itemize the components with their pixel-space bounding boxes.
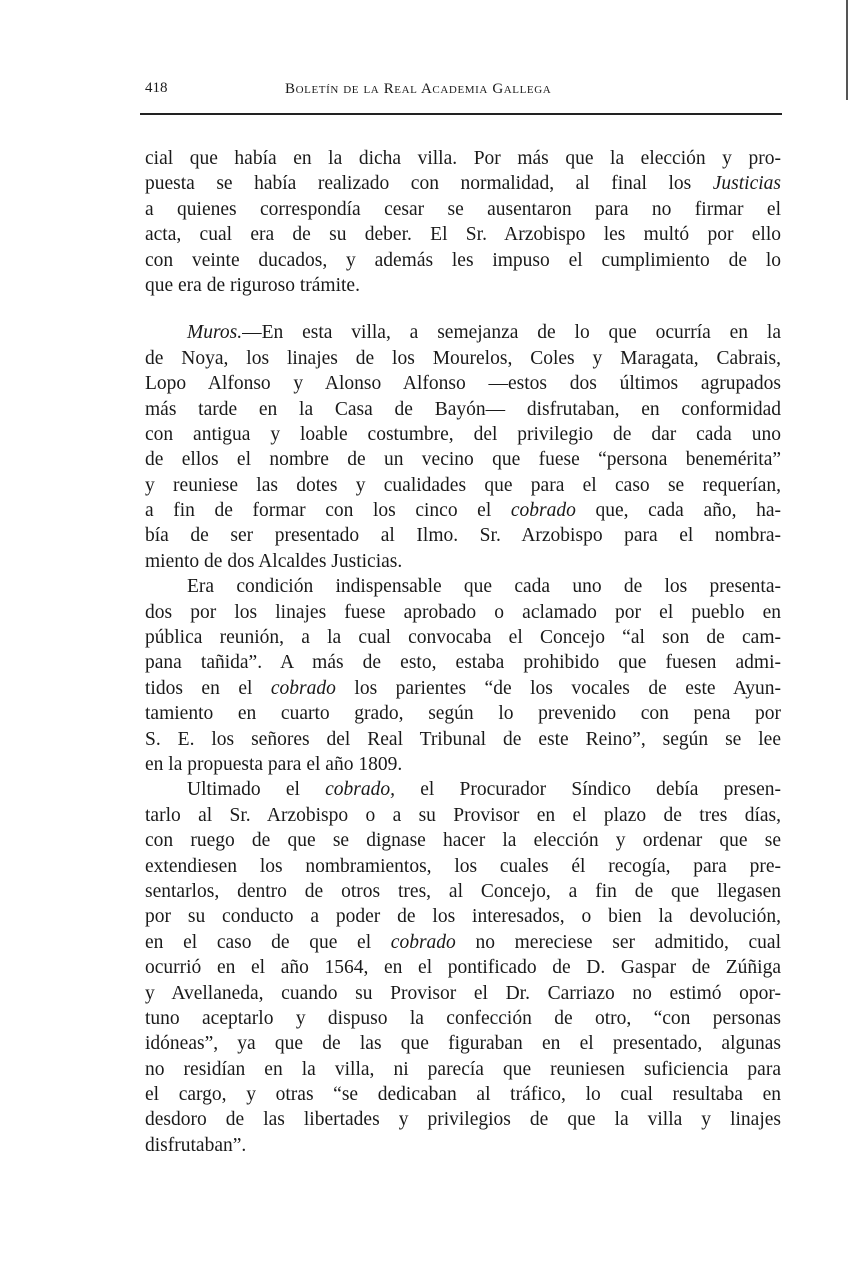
text-run: pana tañida”. A más de esto, estaba prohibido que fuesen admi- bbox=[145, 652, 781, 674]
running-header bbox=[145, 80, 780, 104]
text-run: que, cada año, ha- bbox=[575, 500, 781, 522]
text-line bbox=[145, 273, 781, 298]
text-run: pública reunión, a la cual convocaba el Concejo “al son de cam- bbox=[145, 627, 781, 649]
running-title: Boletín de la Real Academia Gallega bbox=[285, 81, 552, 97]
text-run: S. E. los señores del Real Tribunal de este Reino”, según se lee bbox=[145, 728, 781, 750]
text-line bbox=[145, 248, 781, 273]
text-run: y reuniese las dotes y cualidades que para el caso se requerían, bbox=[145, 474, 781, 496]
text-line bbox=[145, 1006, 781, 1031]
text-run: tidos en el bbox=[145, 677, 271, 699]
text-run: Ultimado el bbox=[187, 779, 326, 801]
text-run: el Procurador Síndico debía presen- bbox=[395, 779, 781, 801]
text-line bbox=[145, 1107, 781, 1132]
text-run: con veinte ducados, y además les impuso el cumplimiento de lo bbox=[145, 249, 781, 271]
text-line bbox=[145, 498, 781, 523]
text-run: tarlo al Sr. Arzobispo o a su Provisor en el plazo de tres días, bbox=[145, 804, 781, 826]
text-line bbox=[145, 955, 781, 980]
italic-term: cobrado bbox=[510, 500, 576, 522]
text-run: —En esta villa, a semejanza de lo que ocurría en la bbox=[242, 322, 781, 344]
text-line bbox=[145, 397, 781, 422]
text-line bbox=[145, 879, 781, 904]
text-run: tamiento en cuarto grado, según lo prevenido con pena por bbox=[145, 703, 781, 725]
italic-term: cobrado bbox=[270, 677, 336, 699]
text-line bbox=[145, 447, 781, 472]
text-run: Lopo Alfonso y Alonso Alfonso —estos dos últimos agrupados bbox=[145, 373, 781, 395]
text-line bbox=[145, 523, 781, 548]
text-line bbox=[145, 701, 781, 726]
text-run: dos por los linajes fuese aprobado o aclamado por el pueblo en bbox=[145, 601, 781, 623]
header-rule bbox=[140, 113, 782, 115]
text-line bbox=[145, 600, 781, 625]
text-line bbox=[145, 371, 781, 396]
text-run: a fin de formar con los cinco el bbox=[145, 500, 511, 522]
text-line bbox=[145, 1057, 781, 1082]
text-line bbox=[145, 752, 781, 777]
paragraph bbox=[145, 146, 781, 298]
text-run: que era de riguroso trámite. bbox=[145, 274, 360, 296]
italic-term: Justicias bbox=[712, 173, 781, 195]
text-line bbox=[145, 1133, 781, 1158]
text-run: el cargo, y otras “se dedicaban al tráfico, lo cual resultaba en bbox=[145, 1084, 781, 1106]
text-run: y Avellaneda, cuando su Provisor el Dr. Carriazo no estimó opor- bbox=[145, 982, 781, 1004]
text-line bbox=[145, 854, 781, 879]
text-line bbox=[145, 473, 781, 498]
paragraph bbox=[145, 777, 781, 1158]
text-run: tuno aceptarlo y dispuso la confección de otro, “con personas bbox=[145, 1007, 781, 1029]
page-edge-line bbox=[846, 0, 848, 100]
text-line bbox=[145, 549, 781, 574]
paragraph bbox=[145, 320, 781, 574]
text-run: en el caso de que el bbox=[145, 931, 391, 953]
text-line bbox=[145, 777, 781, 802]
text-run: acta, cual era de su deber. El Sr. Arzobispo les multó por ello bbox=[145, 224, 781, 246]
text-run: no residían en la villa, ni parecía que reuniesen suficiencia para bbox=[145, 1058, 781, 1080]
text-line bbox=[145, 981, 781, 1006]
page-number: 418 bbox=[145, 80, 168, 96]
text-run: ocurrió en el año 1564, en el pontificado de D. Gaspar de Zúñiga bbox=[145, 957, 781, 979]
text-line bbox=[145, 171, 781, 196]
italic-term: Muros. bbox=[187, 322, 243, 344]
text-run: en la propuesta para el año 1809. bbox=[145, 753, 403, 775]
text-line bbox=[145, 828, 781, 853]
text-run: bía de ser presentado al Ilmo. Sr. Arzobispo para el nombra- bbox=[145, 525, 781, 547]
text-line bbox=[145, 930, 781, 955]
text-line bbox=[145, 1031, 781, 1056]
text-run: cial que había en la dicha villa. Por más que la elección y pro- bbox=[145, 148, 781, 169]
text-run: los parientes “de los vocales de este Ayun- bbox=[335, 677, 782, 699]
text-run: más tarde en la Casa de Bayón— disfrutaban, en conformidad bbox=[145, 398, 781, 420]
text-line bbox=[145, 320, 781, 345]
text-line bbox=[145, 803, 781, 828]
text-run: desdoro de las libertades y privilegios de que la villa y linajes bbox=[145, 1109, 781, 1131]
text-line bbox=[145, 422, 781, 447]
text-run: extendiesen los nombramientos, los cuales él recogía, para pre- bbox=[145, 855, 781, 877]
text-run: no mereciese ser admitido, cual bbox=[455, 931, 782, 953]
text-run: de Noya, los linajes de los Mourelos, Coles y Maragata, Cabrais, bbox=[145, 347, 781, 369]
text-run: Era condición indispensable que cada uno de los presenta- bbox=[187, 576, 781, 598]
text-run: con ruego de que se dignase hacer la elección y ordenar que se bbox=[145, 830, 781, 852]
text-line bbox=[145, 625, 781, 650]
text-line bbox=[145, 222, 781, 247]
text-line bbox=[145, 904, 781, 929]
text-line bbox=[145, 727, 781, 752]
text-run: a quienes correspondía cesar se ausentaron para no firmar el bbox=[145, 198, 781, 220]
text-line bbox=[145, 676, 781, 701]
italic-term: cobrado bbox=[390, 931, 456, 953]
text-run: puesta se había realizado con normalidad, al final los bbox=[145, 173, 713, 195]
body-text bbox=[145, 146, 781, 1158]
text-run: con antigua y loable costumbre, del privilegio de dar cada uno bbox=[145, 423, 781, 445]
text-line bbox=[145, 650, 781, 675]
text-run: sentarlos, dentro de otros tres, al Concejo, a fin de que llegasen bbox=[145, 880, 781, 902]
text-line bbox=[145, 146, 781, 171]
text-line bbox=[145, 574, 781, 599]
paragraph bbox=[145, 574, 781, 777]
text-line bbox=[145, 197, 781, 222]
text-run: miento de dos Alcaldes Justicias. bbox=[145, 550, 403, 572]
italic-term: cobrado, bbox=[325, 779, 396, 801]
text-run: por su conducto a poder de los interesados, o bien la devolución, bbox=[145, 906, 781, 928]
text-run: idóneas”, ya que de las que figuraban en el presentado, algunas bbox=[145, 1033, 781, 1055]
text-run: disfrutaban”. bbox=[145, 1134, 247, 1156]
text-line bbox=[145, 1082, 781, 1107]
text-run: de ellos el nombre de un vecino que fuese “persona benemérita” bbox=[145, 449, 781, 471]
text-line bbox=[145, 346, 781, 371]
